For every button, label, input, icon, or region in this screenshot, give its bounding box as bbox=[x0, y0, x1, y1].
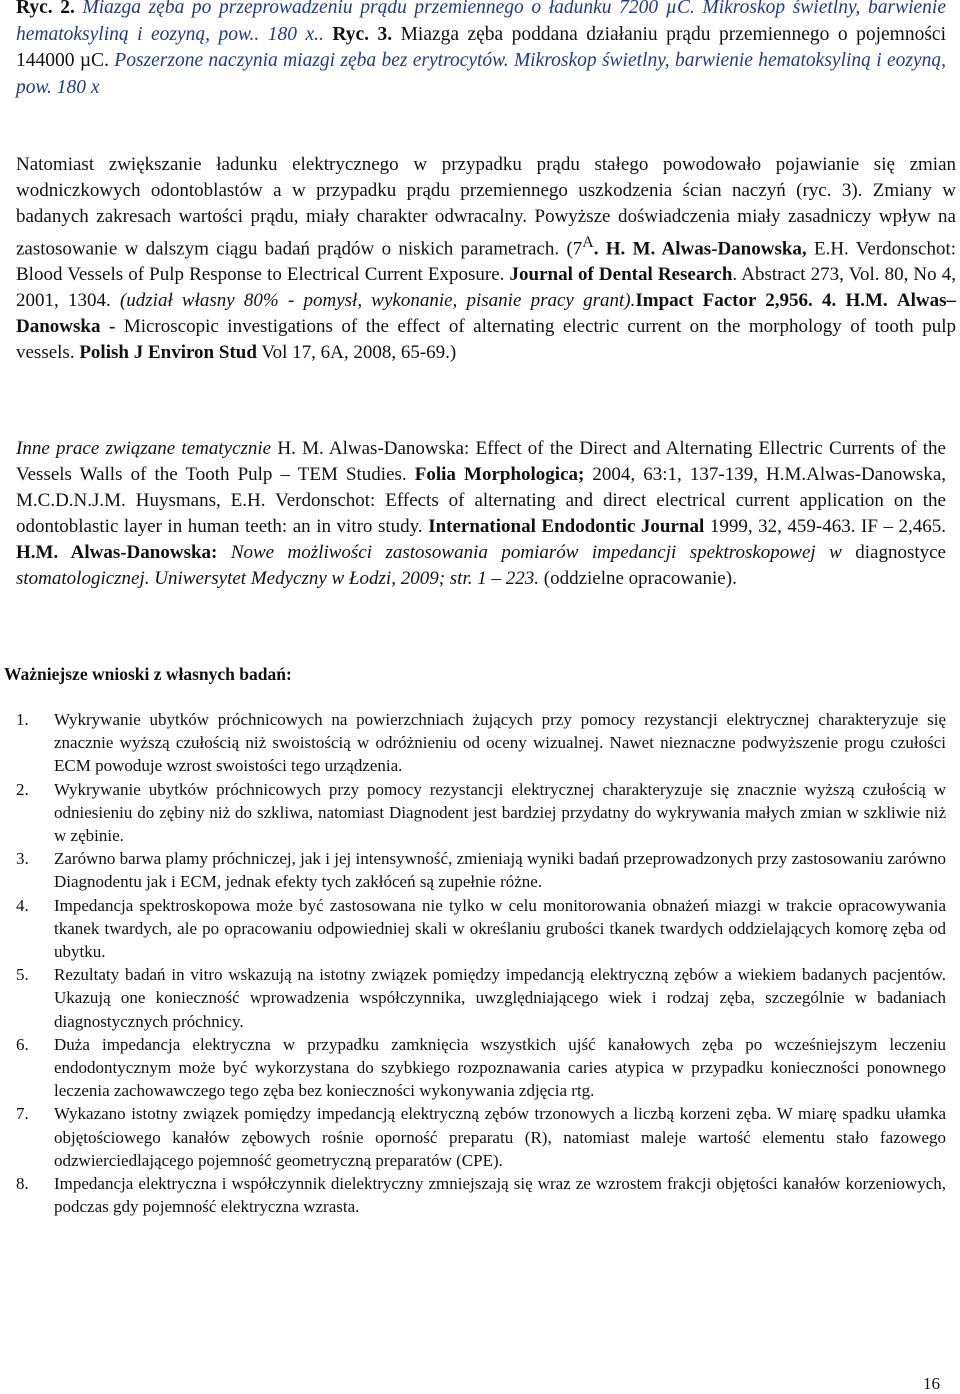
ref-journal: Journal of Dental Research bbox=[509, 264, 733, 286]
related-text-e: (oddzielne opracowanie). bbox=[539, 568, 737, 589]
conclusion-number: 3. bbox=[16, 849, 29, 869]
impact-factor: Impact Factor 2,956. bbox=[635, 290, 813, 312]
related-author-c: H.M. Alwas-Danowska: bbox=[16, 542, 218, 563]
conclusions-heading: Ważniejsze wnioski z własnych badań: bbox=[4, 664, 292, 684]
related-works-paragraph bbox=[16, 436, 946, 592]
conclusion-item bbox=[16, 778, 946, 848]
related-text-d: diagnostyce bbox=[841, 542, 946, 563]
contribution-note: (udział własny 80% - pomysł, wykonanie, pisanie pracy grant). bbox=[119, 290, 636, 312]
ryc2-caption: Miazga zęba po przeprowadzeniu prądu przemiennego o ładunku 7200 µC. Mikroskop świetlny, barwienie hematoksyliną i eozyną, pow.. 180 x.. bbox=[16, 0, 947, 45]
conclusion-text: Impedancja spektroskopowa może być zastosowana nie tylko w celu monitorowania obnażeń miazgi w trakcie opracowywania tkanek twardych, ale po opracowaniu odpowiedniej skali w określaniu grubości tkanek twardych oddzielających komorę zęba od ubytku. bbox=[54, 895, 946, 962]
conclusion-text: Wykrywanie ubytków próchnicowych na powierzchniach żujących przy pomocy rezystancji elektrycznej charakteryzuje się znacznie wyższą czułością niż swoistością w odróżnieniu od oceny wizualnej. Nawet nieznaczne podwyższenie progu czułości ECM powoduje wzrost swoistości tego urządzenia. bbox=[54, 710, 946, 776]
ref4-author: Alwas–Danowska - bbox=[16, 290, 957, 338]
ref-superscript: A bbox=[582, 234, 594, 251]
conclusion-text: Zarówno barwa plamy próchniczej, jak i jej intensywność, zmieniają wyniki badań przeprowadzonych przy zastosowaniu zarówno Diagnodentu jak i ECM, jednak efekty tych zakłóceń są zupełnie różne. bbox=[54, 849, 946, 892]
related-italic-d: stomatologicznej. Uniwersytet Medyczny w Łodzi, 2009; str. 1 – 223. bbox=[16, 568, 539, 589]
related-text-c: 1999, 32, 459-463. IF – 2,465. bbox=[704, 516, 947, 537]
conclusion-number: 8. bbox=[16, 1174, 29, 1194]
related-text-b: 2004, 63:1, 137-139, H.M.Alwas-Danowska, M.C.D.N.J.M. Huysmans, E.H. Verdonschot: Effects of alternating and direct electrical current application on the odontoblastic layer in human teeth: an in vitro study. bbox=[16, 464, 946, 537]
ryc3-label: Ryc. 3. bbox=[332, 23, 393, 45]
conclusion-item bbox=[16, 1102, 946, 1172]
page-number: 16 bbox=[923, 1374, 940, 1393]
conclusion-item bbox=[16, 894, 946, 964]
related-text-a: H. M. Alwas-Danowska: Effect of the Direct and Alternating Ellectric Currents of the Vessels Walls of the Tooth Pulp – TEM Studies. bbox=[16, 438, 946, 485]
related-journal-b: International Endodontic Journal bbox=[428, 516, 705, 537]
conclusion-number: 2. bbox=[16, 779, 29, 799]
conclusion-number: 1. bbox=[16, 710, 29, 729]
conclusion-item bbox=[16, 1033, 946, 1103]
ref4-title: Microscopic investigations of the effect of alternating electric current on the morphology of tooth pulp vessels. bbox=[16, 316, 956, 364]
conclusion-text: Impedancja elektryczna i współczynnik dielektryczny zmniejszają się wraz ze wzrostem frakcji objętości kanałów korzeniowych, podczas gdy pojemność elektryczna wzrasta. bbox=[54, 1174, 946, 1217]
conclusion-text: Wykazano istotny związek pomiędzy impedancją elektryczną zębów trzonowych a liczbą korzeni zęba. W miarę spadku ułamka objętościowego kanałów zębowych rośnie oporność preparatu (R), natomiast maleje wartość elementu stało fazowego odzwierciedlającego pojemność geometryczną preparatów (CPE). bbox=[54, 1104, 946, 1170]
related-journal-a: Folia Morphologica; bbox=[414, 464, 585, 485]
figure-captions bbox=[16, 0, 946, 101]
ref-title: Verdonschot: Blood Vessels of Pulp Response to Electrical Current Exposure. bbox=[16, 238, 957, 286]
results-text: Natomiast zwiększanie ładunku elektrycznego w przypadku prądu stałego powodowało pojawianie się zmian wodniczkowych odontoblastów a w przypadku prądu przemiennego uszkodzenia ścian naczyń (ryc. 3). Zmiany w badanych zakresach wartości prądu, miały charakter odwracalny. Powyższe doświadczenia miały zasadniczy wpływ na zastosowanie w dalszym ciągu badań prądów o niskich parametrach. (7 bbox=[16, 154, 956, 260]
conclusion-item bbox=[16, 1172, 946, 1218]
ryc3-caption-b: Poszerzone naczynia miazgi zęba bez erytrocytów. Mikroskop świetlny, barwienie hematoksyliną i eozyną, pow. 180 x bbox=[16, 50, 947, 98]
ryc3-caption-a: Miazga zęba poddana działaniu prądu przemiennego o pojemności 144000 µC. bbox=[16, 23, 947, 71]
conclusion-number: 4. bbox=[16, 895, 29, 915]
results-paragraph bbox=[16, 152, 956, 366]
conclusion-number: 5. bbox=[16, 965, 29, 985]
conclusions-list bbox=[16, 708, 946, 1218]
ref4-label: 4. H.M. bbox=[822, 290, 888, 312]
related-italic-c: Nowe możliwości zastosowania pomiarów impedancji spektroskopowej w bbox=[217, 542, 842, 563]
conclusion-text: Duża impedancja elektryczna w przypadku zamknięcia wszystkich ujść kanałowych zęba po wcześniejszym leczeniu endodontycznym może być wykorzystana do szybkiego rozpoznawania caries atypica w przypadku konieczności ponownego leczenia zachowawczego tego zęba bez konieczności wykonywania zdjęcia rtg. bbox=[54, 1034, 946, 1101]
conclusion-item bbox=[16, 847, 946, 893]
conclusion-text: Rezultaty badań in vitro wskazują na istotny związek pomiędzy impedancją elektryczną zębów a wiekiem badanych pacjentów. Ukazują one konieczność wprowadzenia współczynnika, uwzględniającego wiek i rodzaj zęba, szczególnie w badaniach diagnostycznych próchnicy. bbox=[54, 965, 946, 1031]
ref4-details: Vol 17, 6A, 2008, 65-69.) bbox=[256, 342, 457, 364]
ref-details: . Abstract 273, Vol. 80, No 4, 2001, 1304. bbox=[16, 264, 957, 312]
ryc2-label: Ryc. 2. bbox=[16, 0, 75, 18]
conclusion-text: Wykrywanie ubytków próchnicowych przy pomocy rezystancji elektrycznej charakteryzuje się znacznie wyższą czułością w odniesieniu do zębiny niż do szkliwa, natomiast Diagnodent jest bardziej przydatny do wykrywania małych zmian w szkliwie niż w zębinie. bbox=[54, 779, 946, 846]
ref4-journal: Polish J Environ Stud bbox=[79, 342, 257, 364]
conclusion-number: 7. bbox=[16, 1104, 29, 1124]
ref-authors: . H. M. Alwas-Danowska, bbox=[593, 238, 807, 260]
conclusion-number: 6. bbox=[16, 1034, 29, 1054]
conclusion-item bbox=[16, 963, 946, 1033]
conclusion-item bbox=[16, 708, 946, 778]
ref-coauthor: E.H. bbox=[806, 238, 849, 260]
related-works-intro: Inne prace związane tematycznie bbox=[16, 438, 272, 459]
